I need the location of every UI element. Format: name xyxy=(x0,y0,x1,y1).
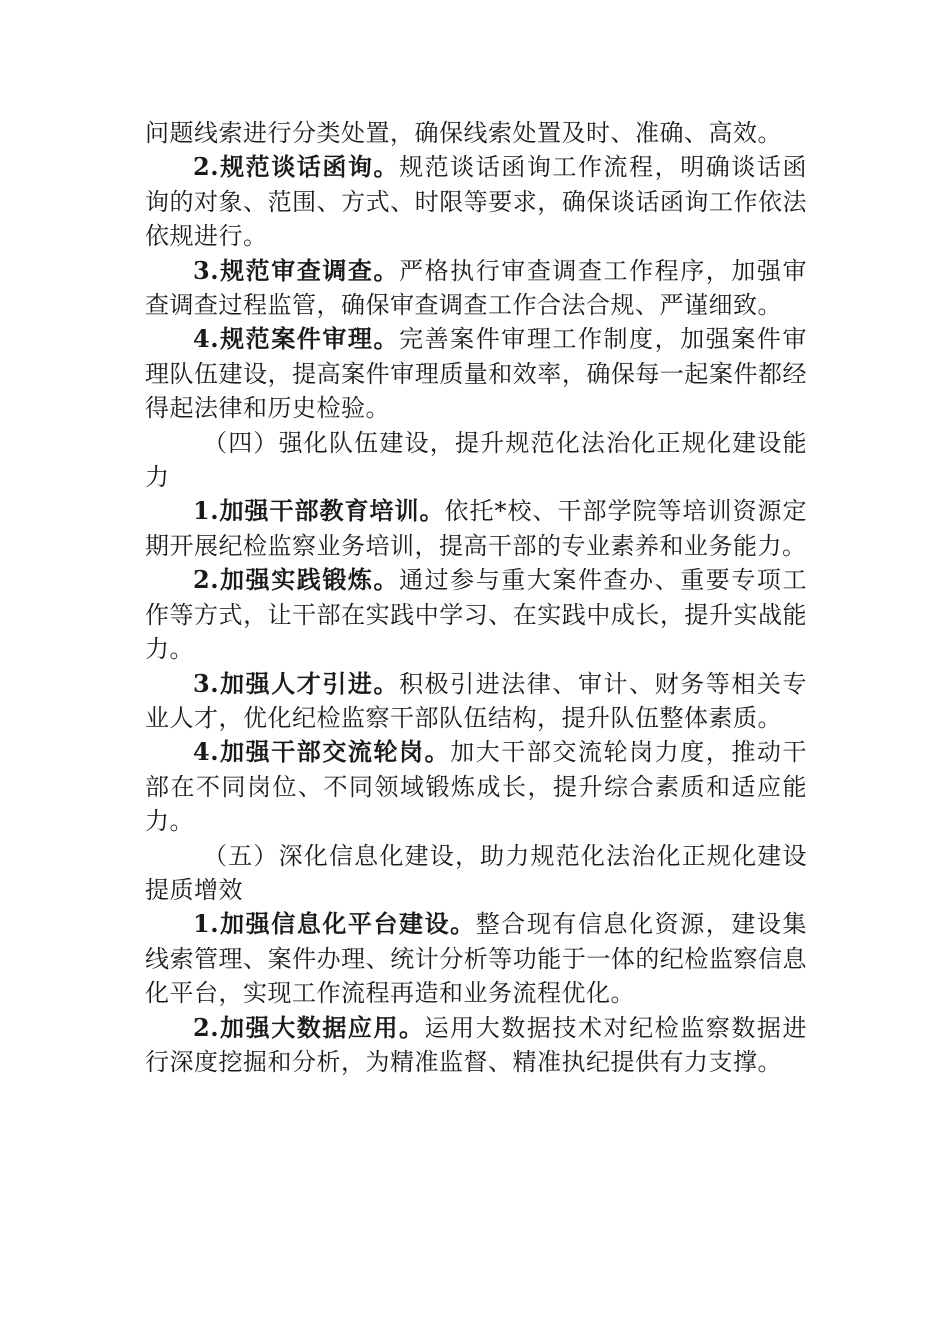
item-lead: 1.加强干部教育培训。 xyxy=(193,496,445,526)
heading-text: （五）深化信息化建设，助力规范化法治化正规化建设提质增效 xyxy=(145,841,807,904)
item-lead: 1.加强信息化平台建设。 xyxy=(193,909,476,939)
paragraph-text: 问题线索进行分类处置，确保线索处置及时、准确、高效。 xyxy=(145,119,782,147)
paragraph-text: 规范谈话函询工作流程，明确谈话函询的对象、范围、方式、时限等要求，确保谈话函询工作依法依规进行。 xyxy=(145,153,807,251)
paragraph-text: 严格执行审查调查工作程序，加强审查调查过程监管，确保审查调查工作合法合规、严谨细致。 xyxy=(145,256,807,320)
paragraph-text: 通过参与重大案件查办、重要专项工作等方式，让干部在实践中学习、在实践中成长，提升实战能力。 xyxy=(145,566,807,664)
paragraph-item xyxy=(145,667,807,736)
paragraph-item xyxy=(145,563,807,666)
heading-text: （四）强化队伍建设，提升规范化法治化正规化建设能力 xyxy=(145,428,807,492)
paragraph-continuation xyxy=(145,116,807,150)
item-lead: 3.加强人才引进。 xyxy=(193,668,400,698)
item-lead: 2.加强实践锻炼。 xyxy=(193,565,400,595)
item-lead: 4.加强干部交流轮岗。 xyxy=(193,737,451,767)
paragraph-item xyxy=(145,1011,807,1080)
item-lead: 2.规范谈话函询。 xyxy=(193,152,400,182)
paragraph-item xyxy=(145,907,807,1010)
paragraph-text: 依托*校、干部学院等培训资源定期开展纪检监察业务培训，提高干部的专业素养和业务能力。 xyxy=(145,497,807,560)
paragraph-text: 完善案件审理工作制度，加强案件审理队伍建设，提高案件审理质量和效率，确保每一起案件都经得起法律和历史检验。 xyxy=(145,325,807,423)
document-page xyxy=(145,116,807,1079)
paragraph-text: 整合现有信息化资源，建设集线索管理、案件办理、统计分析等功能于一体的纪检监察信息化平台，实现工作流程再造和业务流程优化。 xyxy=(145,910,807,1008)
paragraph-item xyxy=(145,494,807,563)
section-heading xyxy=(145,839,807,908)
item-lead: 3.规范审查调查。 xyxy=(193,255,400,285)
paragraph-text: 加大干部交流轮岗力度，推动干部在不同岗位、不同领域锻炼成长，提升综合素质和适应能力。 xyxy=(145,738,807,836)
paragraph-item xyxy=(145,735,807,838)
paragraph-item xyxy=(145,150,807,253)
item-lead: 4.规范案件审理。 xyxy=(193,324,400,354)
paragraph-item xyxy=(145,322,807,425)
paragraph-item xyxy=(145,254,807,323)
paragraph-text: 运用大数据技术对纪检监察数据进行深度挖掘和分析，为精准监督、精准执纪提供有力支撑。 xyxy=(145,1013,807,1076)
paragraph-text: 积极引进法律、审计、财务等相关专业人才，优化纪检监察干部队伍结构，提升队伍整体素质。 xyxy=(145,669,807,732)
item-lead: 2.加强大数据应用。 xyxy=(193,1012,425,1042)
section-heading xyxy=(145,426,807,495)
